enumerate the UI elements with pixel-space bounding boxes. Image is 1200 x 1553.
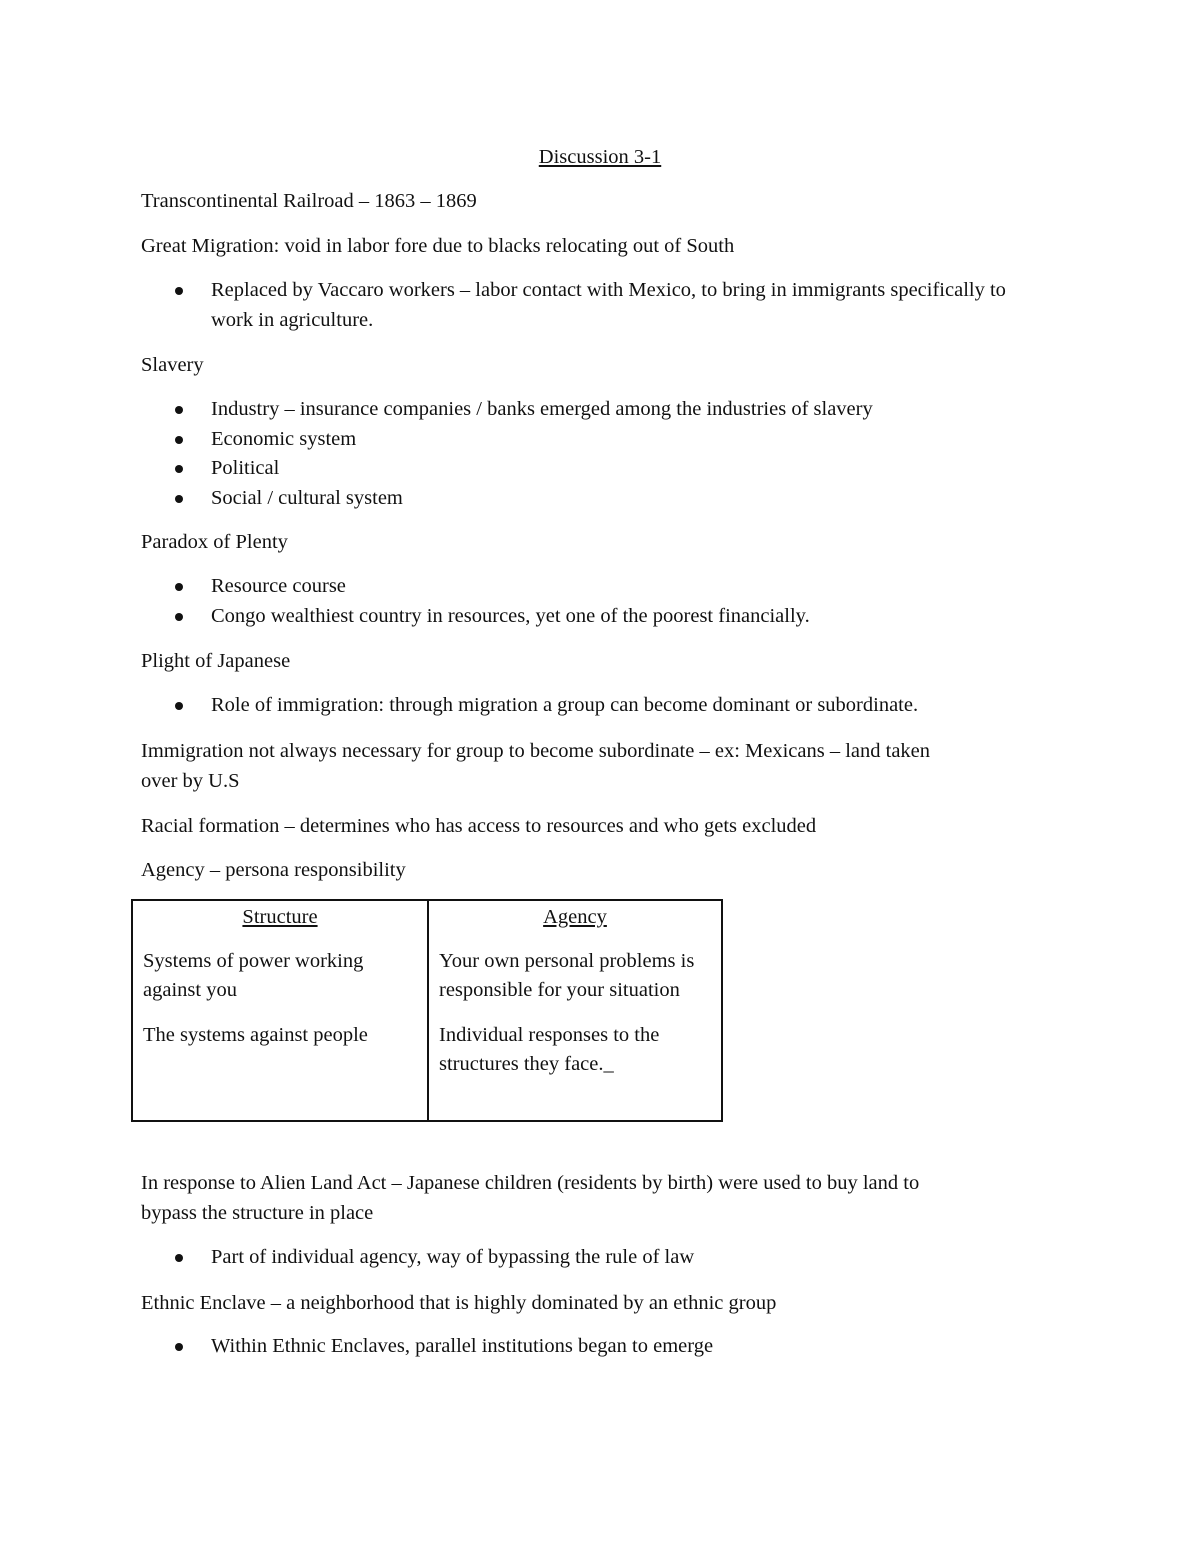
immigration-line-1: Immigration not always necessary for group to become subordinate – ex: Mexicans – land taken <box>141 740 931 762</box>
slavery-heading: Slavery <box>141 354 204 376</box>
immigration-line-2: over by U.S <box>141 770 240 792</box>
list-item: Congo wealthiest country in resources, yet one of the poorest financially. <box>141 602 810 632</box>
racial-formation-line: Racial formation – determines who has access to resources and who gets excluded <box>141 815 817 837</box>
great-migration-bullets <box>141 276 1011 335</box>
paradox-heading: Paradox of Plenty <box>141 531 288 553</box>
bullet-icon <box>175 495 183 503</box>
agency-line: Agency – persona responsibility <box>141 859 406 881</box>
list-item: Role of immigration: through migration a group can become dominant or subordinate. <box>141 691 918 721</box>
bullet-icon <box>175 287 183 295</box>
agency-column <box>429 901 721 1120</box>
list-item: Within Ethnic Enclaves, parallel institutions began to emerge <box>141 1332 713 1362</box>
alien-land-bullets <box>141 1243 694 1273</box>
paradox-bullets <box>141 572 810 631</box>
slavery-bullets <box>141 395 873 513</box>
bullet-icon <box>175 436 183 444</box>
list-item: Economic system <box>141 425 873 455</box>
agency-text-2: Individual responses to the structures they face._ <box>439 1023 660 1075</box>
list-item: Replaced by Vaccaro workers – labor contact with Mexico, to bring in immigrants specifically to work in agriculture. <box>141 276 1011 335</box>
list-item: Resource course <box>141 572 810 602</box>
structure-agency-table <box>131 899 723 1122</box>
bullet-icon <box>175 465 183 473</box>
alien-land-line-1: In response to Alien Land Act – Japanese children (residents by birth) were used to buy land to <box>141 1172 920 1194</box>
structure-text-1: Systems of power working against you <box>143 949 364 1001</box>
agency-header: Agency <box>543 906 607 928</box>
bullet-icon <box>175 406 183 414</box>
structure-header: Structure <box>242 906 318 928</box>
enclave-line: Ethnic Enclave – a neighborhood that is highly dominated by an ethnic group <box>141 1292 777 1314</box>
plight-heading: Plight of Japanese <box>141 650 291 672</box>
railroad-line: Transcontinental Railroad – 1863 – 1869 <box>141 190 477 212</box>
structure-text-2: The systems against people <box>143 1023 368 1046</box>
alien-land-line-2: bypass the structure in place <box>141 1202 374 1224</box>
list-item: Part of individual agency, way of bypassing the rule of law <box>141 1243 694 1273</box>
list-item: Social / cultural system <box>141 484 873 514</box>
bullet-icon <box>175 702 183 710</box>
list-item: Political <box>141 454 873 484</box>
bullet-icon <box>175 583 183 591</box>
structure-column <box>133 901 429 1120</box>
great-migration-line: Great Migration: void in labor fore due to blacks relocating out of South <box>141 235 735 257</box>
agency-text-1: Your own personal problems is responsible for your situation <box>439 949 695 1001</box>
plight-bullets <box>141 691 918 721</box>
enclave-bullets <box>141 1332 713 1362</box>
bullet-icon <box>175 613 183 621</box>
page-title: Discussion 3-1 <box>538 146 662 168</box>
bullet-icon <box>175 1343 183 1351</box>
list-item: Industry – insurance companies / banks emerged among the industries of slavery <box>141 395 873 425</box>
bullet-icon <box>175 1254 183 1262</box>
